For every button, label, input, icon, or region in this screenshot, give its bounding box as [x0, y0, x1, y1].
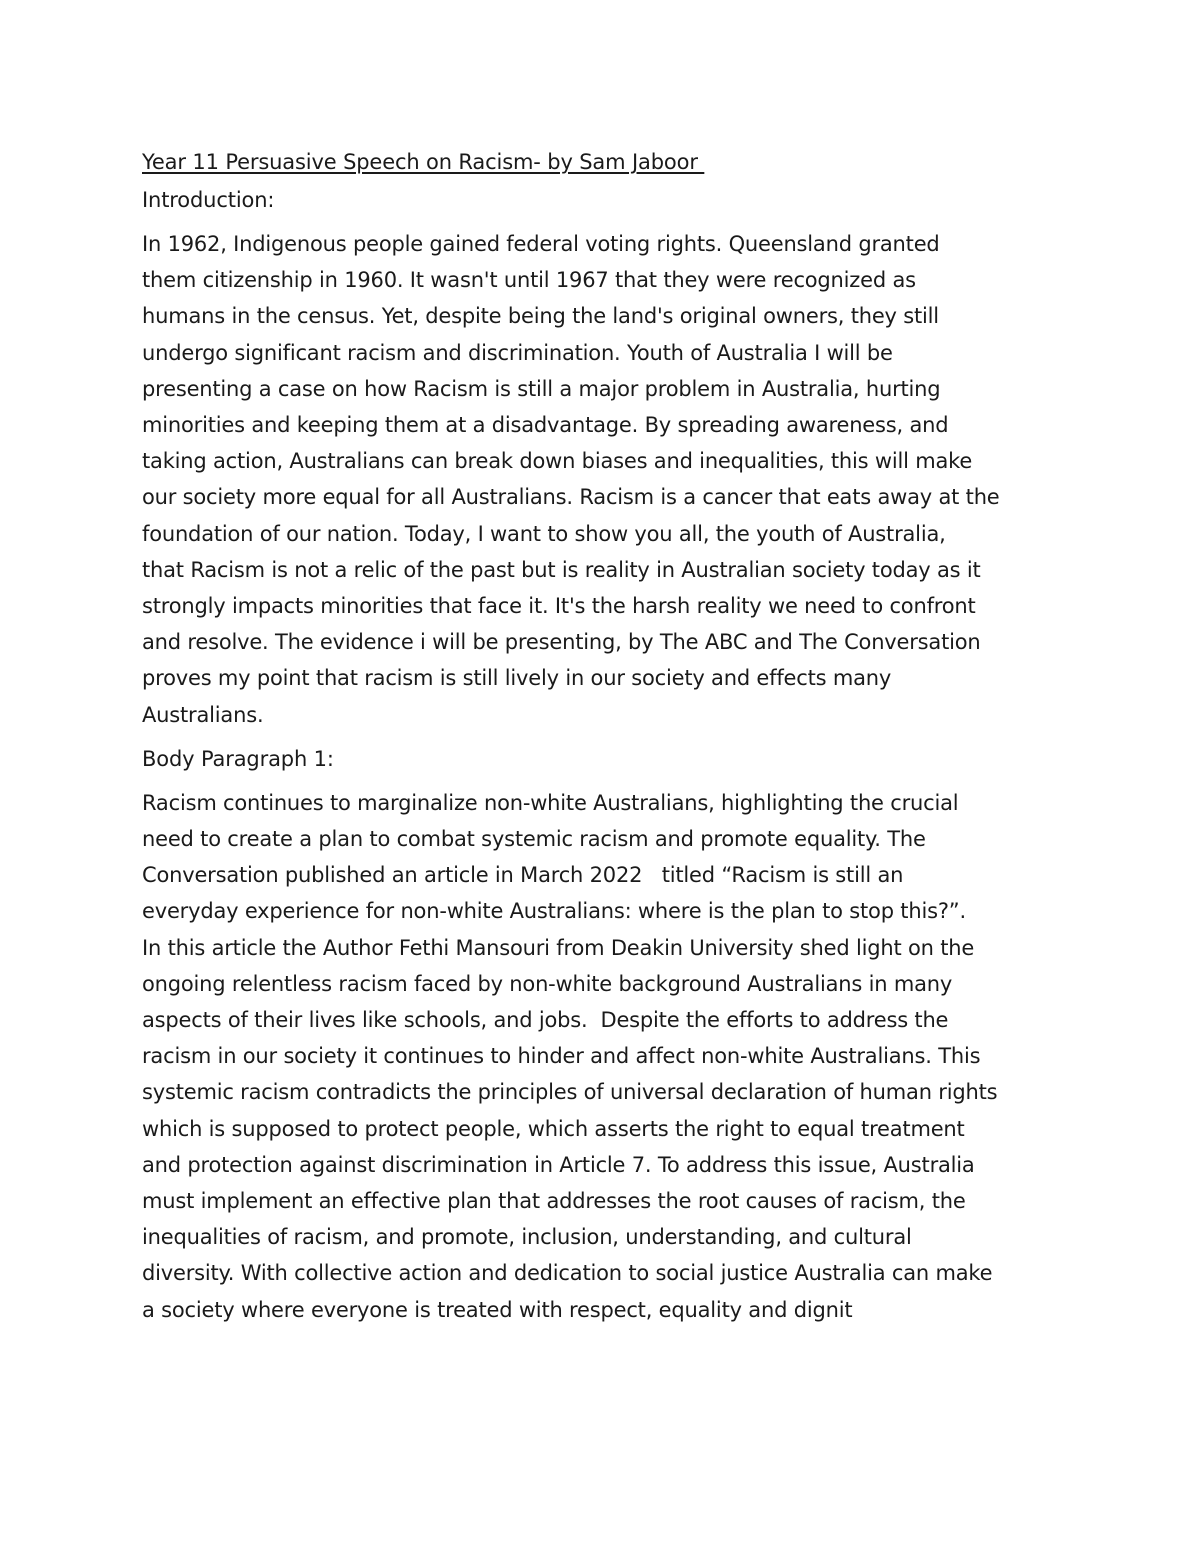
paragraph-line: racism in our society it continues to hinder and affect non-white Australians. This	[142, 1044, 981, 1069]
paragraph-line: In this article the Author Fethi Mansouri from Deakin University shed light on the	[142, 935, 975, 960]
paragraph-line: Australians.	[142, 702, 264, 727]
paragraph-line: taking action, Australians can break down biases and inequalities, this will make	[142, 449, 973, 474]
paragraph-line: and protection against discrimination in Article 7. To address this issue, Australia	[142, 1152, 975, 1177]
document-title: Year 11 Persuasive Speech on Racism- by Sam Jaboor	[142, 150, 705, 174]
paragraph-line: minorities and keeping them at a disadvantage. By spreading awareness, and	[142, 413, 949, 438]
paragraph-line: strongly impacts minorities that face it. It's the harsh reality we need to confront	[142, 594, 976, 619]
paragraph-line: Racism continues to marginalize non-white Australians, highlighting the crucial	[142, 790, 959, 815]
paragraph-line: everyday experience for non-white Australians: where is the plan to stop this?”.	[142, 899, 966, 924]
paragraph-line: them citizenship in 1960. It wasn't until 1967 that they were recognized as	[142, 268, 916, 293]
paragraph-line: aspects of their lives like schools, and jobs. Despite the efforts to address the	[142, 1008, 949, 1033]
paragraph-line: proves my point that racism is still lively in our society and effects many	[142, 666, 892, 691]
paragraph-line: foundation of our nation. Today, I want to show you all, the youth of Australia,	[142, 521, 946, 546]
paragraph-line: must implement an effective plan that addresses the root causes of racism, the	[142, 1189, 966, 1214]
paragraph-line: and resolve. The evidence i will be presenting, by The ABC and The Conversation	[142, 630, 981, 655]
document-body	[142, 146, 1062, 1338]
section-heading-body-paragraph-1: Body Paragraph 1:	[142, 746, 334, 771]
body-paragraph-1	[142, 785, 1062, 1328]
paragraph-line: that Racism is not a relic of the past but is reality in Australian society today as it	[142, 557, 981, 582]
paragraph-line: Conversation published an article in March 2022 titled “Racism is still an	[142, 863, 904, 888]
paragraph-line: humans in the census. Yet, despite being the land's original owners, they still	[142, 304, 939, 329]
paragraph-line: which is supposed to protect people, which asserts the right to equal treatment	[142, 1116, 965, 1141]
paragraph-line: need to create a plan to combat systemic racism and promote equality. The	[142, 827, 926, 852]
paragraph-line: systemic racism contradicts the principles of universal declaration of human rights	[142, 1080, 998, 1105]
paragraph-line: our society more equal for all Australians. Racism is a cancer that eats away at the	[142, 485, 1000, 510]
paragraph-line: ongoing relentless racism faced by non-white background Australians in many	[142, 971, 953, 996]
paragraph-line: In 1962, Indigenous people gained federal voting rights. Queensland granted	[142, 232, 940, 256]
paragraph-line: inequalities of racism, and promote, inclusion, understanding, and cultural	[142, 1225, 912, 1250]
paragraph-line: a society where everyone is treated with respect, equality and dignit	[142, 1297, 853, 1322]
section-heading-introduction: Introduction:	[142, 188, 275, 212]
paragraph-line: presenting a case on how Racism is still a major problem in Australia, hurting	[142, 376, 941, 401]
paragraph-line: diversity. With collective action and dedication to social justice Australia can make	[142, 1261, 993, 1286]
paragraph-line: undergo significant racism and discrimination. Youth of Australia I will be	[142, 340, 893, 365]
introduction-paragraph	[142, 226, 1062, 733]
